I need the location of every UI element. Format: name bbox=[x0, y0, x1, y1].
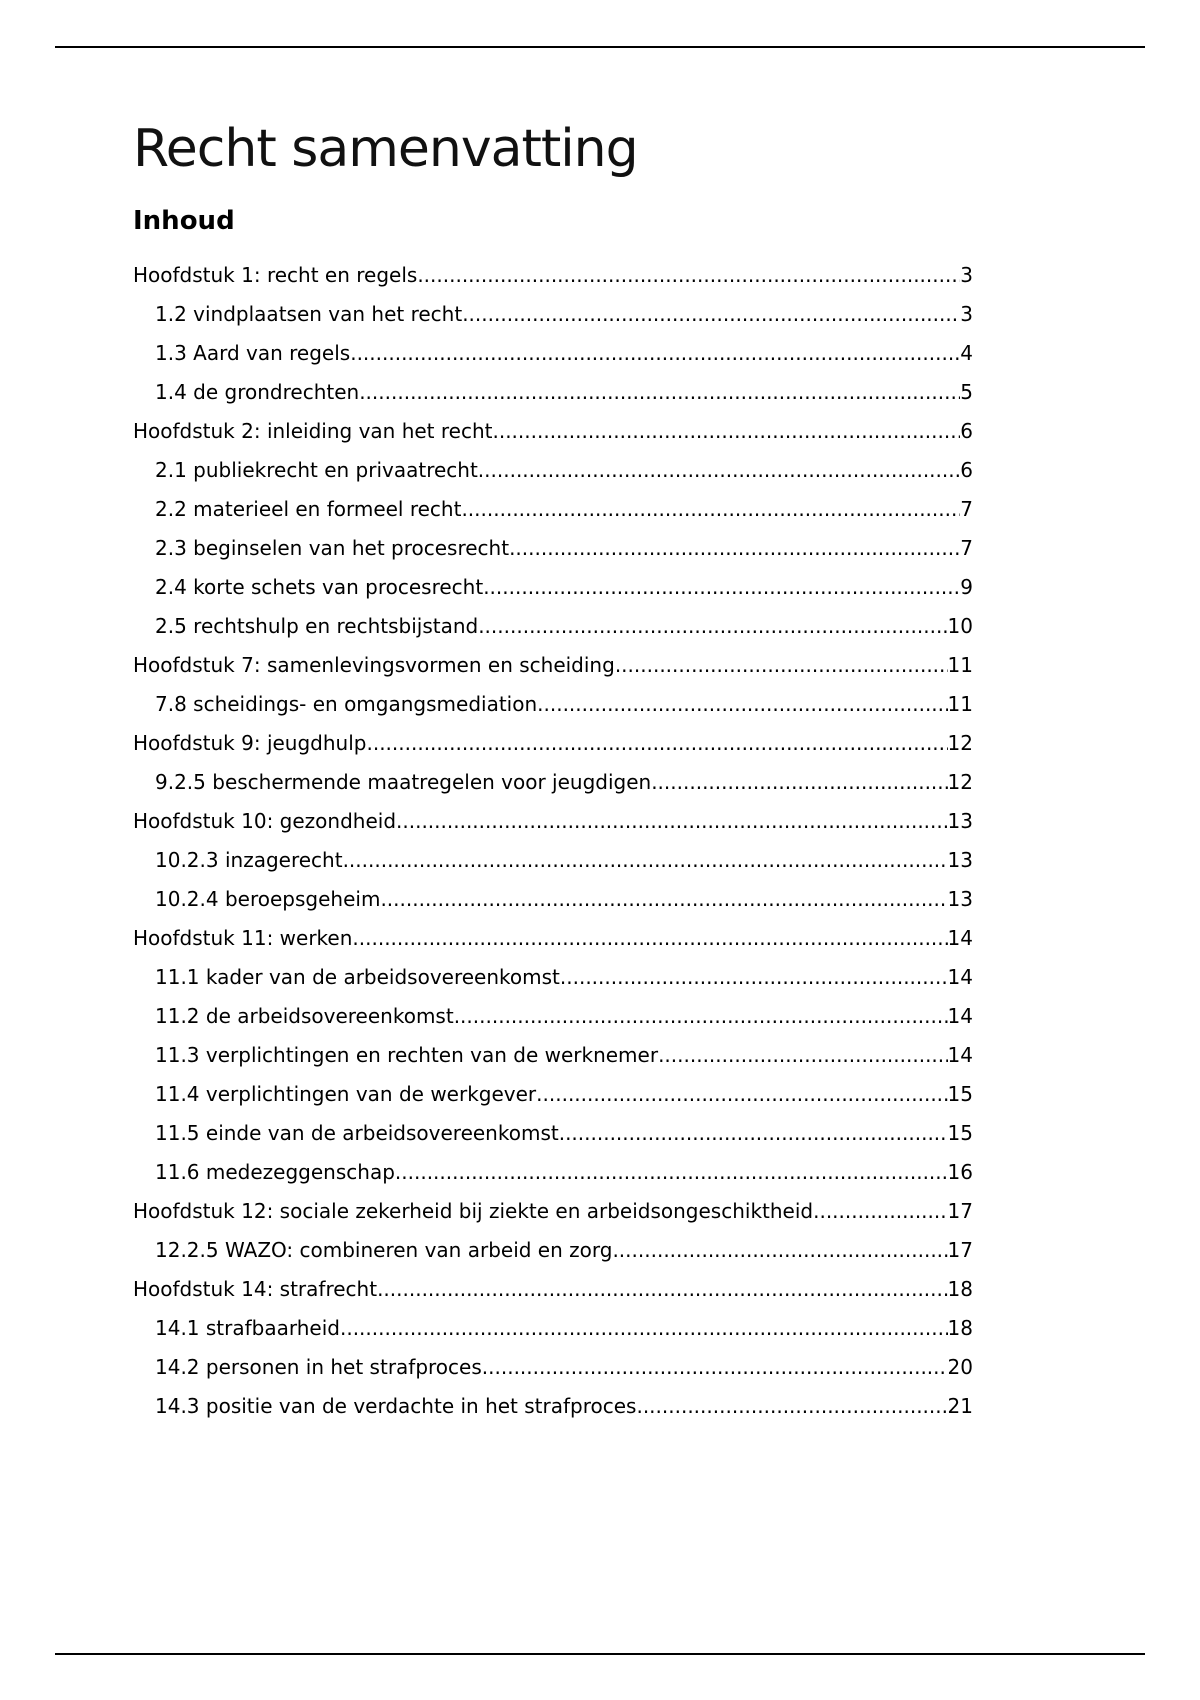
page-title: Recht samenvatting bbox=[133, 119, 638, 179]
toc-page-number: 15 bbox=[947, 1081, 973, 1106]
toc-entry-text: 14.1 strafbaarheid bbox=[155, 1315, 340, 1340]
toc-leader-dots bbox=[813, 1192, 947, 1231]
toc-page-number: 5 bbox=[960, 379, 973, 404]
toc-entry[interactable] bbox=[133, 373, 973, 412]
toc-entry[interactable] bbox=[133, 295, 973, 334]
toc-entry[interactable] bbox=[133, 685, 973, 724]
toc-entry[interactable] bbox=[133, 256, 973, 295]
toc-leader-dots bbox=[395, 1153, 948, 1192]
toc-entry[interactable] bbox=[133, 1153, 973, 1192]
toc-leader-dots bbox=[377, 1270, 947, 1309]
toc-entry-text: 9.2.5 beschermende maatregelen voor jeugdigen bbox=[155, 769, 652, 794]
toc-leader-dots bbox=[352, 919, 947, 958]
toc-entry-text: Hoofdstuk 11: werken bbox=[133, 925, 353, 950]
toc-page-number: 21 bbox=[947, 1393, 973, 1418]
toc-page-number: 14 bbox=[947, 925, 973, 950]
toc-entry-text: Hoofdstuk 10: gezondheid bbox=[133, 808, 397, 833]
toc-entry-text: 11.1 kader van de arbeidsovereenkomst bbox=[155, 964, 560, 989]
toc-leader-dots bbox=[380, 880, 947, 919]
table-of-contents bbox=[133, 256, 973, 1426]
toc-entry[interactable] bbox=[133, 724, 973, 763]
toc-entry[interactable] bbox=[133, 763, 973, 802]
toc-entry[interactable] bbox=[133, 490, 973, 529]
toc-leader-dots bbox=[396, 802, 948, 841]
toc-entry-text: Hoofdstuk 12: sociale zekerheid bij ziekte en arbeidsongeschiktheid bbox=[133, 1198, 814, 1223]
toc-entry[interactable] bbox=[133, 1309, 973, 1348]
toc-page-number: 11 bbox=[947, 652, 973, 677]
toc-page-number: 3 bbox=[960, 301, 973, 326]
toc-page-number: 13 bbox=[947, 886, 973, 911]
toc-page-number: 6 bbox=[960, 457, 973, 482]
toc-entry-text: 12.2.5 WAZO: combineren van arbeid en zorg bbox=[155, 1237, 613, 1262]
toc-entry-text: 2.5 rechtshulp en rechtsbijstand bbox=[155, 613, 479, 638]
toc-page-number: 17 bbox=[947, 1237, 973, 1262]
toc-entry-text: 1.3 Aard van regels bbox=[155, 340, 351, 365]
toc-entry[interactable] bbox=[133, 802, 973, 841]
toc-entry[interactable] bbox=[133, 646, 973, 685]
toc-entry-text: Hoofdstuk 9: jeugdhulp bbox=[133, 730, 367, 755]
toc-leader-dots bbox=[559, 1114, 948, 1153]
toc-entry[interactable] bbox=[133, 1036, 973, 1075]
toc-entry[interactable] bbox=[133, 334, 973, 373]
toc-leader-dots bbox=[560, 958, 948, 997]
toc-entry[interactable] bbox=[133, 880, 973, 919]
toc-leader-dots bbox=[462, 295, 960, 334]
toc-page-number: 6 bbox=[960, 418, 973, 443]
toc-leader-dots bbox=[651, 763, 947, 802]
toc-entry[interactable] bbox=[133, 451, 973, 490]
toc-page-number: 11 bbox=[947, 691, 973, 716]
toc-entry[interactable] bbox=[133, 607, 973, 646]
document-page bbox=[133, 120, 973, 1426]
toc-entry-text: 7.8 scheidings- en omgangsmediation bbox=[155, 691, 538, 716]
toc-entry-text: 11.4 verplichtingen van de werkgever bbox=[155, 1081, 537, 1106]
toc-entry-text: 2.3 beginselen van het procesrecht bbox=[155, 535, 510, 560]
toc-entry[interactable] bbox=[133, 1192, 973, 1231]
toc-entry-text: 1.2 vindplaatsen van het recht bbox=[155, 301, 463, 326]
toc-page-number: 20 bbox=[947, 1354, 973, 1379]
toc-entry-text: 14.2 personen in het strafproces bbox=[155, 1354, 482, 1379]
toc-leader-dots bbox=[636, 1387, 947, 1426]
toc-leader-dots bbox=[482, 1348, 948, 1387]
toc-entry-text: 11.2 de arbeidsovereenkomst bbox=[155, 1003, 454, 1028]
footer-rule bbox=[55, 1653, 1145, 1655]
toc-page-number: 18 bbox=[947, 1276, 973, 1301]
toc-leader-dots bbox=[615, 646, 948, 685]
toc-page-number: 14 bbox=[947, 1003, 973, 1028]
toc-leader-dots bbox=[492, 412, 960, 451]
toc-page-number: 14 bbox=[947, 1042, 973, 1067]
toc-leader-dots bbox=[359, 373, 960, 412]
toc-entry-text: Hoofdstuk 2: inleiding van het recht bbox=[133, 418, 493, 443]
toc-leader-dots bbox=[461, 490, 960, 529]
toc-entry-text: 2.1 publiekrecht en privaatrecht bbox=[155, 457, 478, 482]
toc-entry[interactable] bbox=[133, 958, 973, 997]
toc-leader-dots bbox=[483, 568, 960, 607]
toc-page-number: 12 bbox=[947, 769, 973, 794]
toc-page-number: 9 bbox=[960, 574, 973, 599]
toc-leader-dots bbox=[509, 529, 960, 568]
toc-entry-text: 14.3 positie van de verdachte in het strafproces bbox=[155, 1393, 637, 1418]
toc-leader-dots bbox=[340, 1309, 948, 1348]
toc-entry[interactable] bbox=[133, 412, 973, 451]
toc-entry[interactable] bbox=[133, 1387, 973, 1426]
toc-heading: Inhoud bbox=[133, 205, 235, 236]
toc-leader-dots bbox=[478, 607, 947, 646]
toc-entry[interactable] bbox=[133, 1075, 973, 1114]
toc-page-number: 17 bbox=[947, 1198, 973, 1223]
toc-leader-dots bbox=[454, 997, 948, 1036]
toc-entry-text: 1.4 de grondrechten bbox=[155, 379, 360, 404]
toc-entry-text: 11.6 medezeggenschap bbox=[155, 1159, 395, 1184]
toc-page-number: 14 bbox=[947, 964, 973, 989]
toc-page-number: 13 bbox=[947, 808, 973, 833]
toc-page-number: 18 bbox=[947, 1315, 973, 1340]
toc-page-number: 15 bbox=[947, 1120, 973, 1145]
toc-entry[interactable] bbox=[133, 1114, 973, 1153]
toc-entry[interactable] bbox=[133, 997, 973, 1036]
toc-leader-dots bbox=[478, 451, 960, 490]
toc-entry-text: 10.2.4 beroepsgeheim bbox=[155, 886, 381, 911]
toc-entry-text: Hoofdstuk 14: strafrecht bbox=[133, 1276, 378, 1301]
toc-page-number: 4 bbox=[960, 340, 973, 365]
toc-entry-text: 2.2 materieel en formeel recht bbox=[155, 496, 462, 521]
toc-page-number: 10 bbox=[947, 613, 973, 638]
toc-page-number: 13 bbox=[947, 847, 973, 872]
toc-entry[interactable] bbox=[133, 919, 973, 958]
toc-entry[interactable] bbox=[133, 529, 973, 568]
toc-entry[interactable] bbox=[133, 841, 973, 880]
toc-leader-dots bbox=[343, 841, 948, 880]
toc-entry-text: 11.3 verplichtingen en rechten van de werknemer bbox=[155, 1042, 659, 1067]
toc-entry-text: 11.5 einde van de arbeidsovereenkomst bbox=[155, 1120, 559, 1145]
toc-entry-text: Hoofdstuk 7: samenlevingsvormen en scheiding bbox=[133, 652, 615, 677]
toc-entry[interactable] bbox=[133, 1231, 973, 1270]
toc-entry-text: 10.2.3 inzagerecht bbox=[155, 847, 343, 872]
toc-leader-dots bbox=[612, 1231, 947, 1270]
toc-page-number: 3 bbox=[960, 262, 973, 287]
toc-leader-dots bbox=[537, 685, 947, 724]
toc-page-number: 12 bbox=[947, 730, 973, 755]
toc-leader-dots bbox=[536, 1075, 947, 1114]
toc-entry[interactable] bbox=[133, 568, 973, 607]
toc-entry-text: Hoofdstuk 1: recht en regels bbox=[133, 262, 418, 287]
toc-page-number: 16 bbox=[947, 1159, 973, 1184]
toc-entry[interactable] bbox=[133, 1348, 973, 1387]
toc-leader-dots bbox=[658, 1036, 947, 1075]
header-rule bbox=[55, 46, 1145, 48]
toc-page-number: 7 bbox=[960, 535, 973, 560]
toc-leader-dots bbox=[350, 334, 960, 373]
toc-leader-dots bbox=[366, 724, 947, 763]
toc-page-number: 7 bbox=[960, 496, 973, 521]
toc-entry[interactable] bbox=[133, 1270, 973, 1309]
toc-entry-text: 2.4 korte schets van procesrecht bbox=[155, 574, 484, 599]
toc-leader-dots bbox=[417, 256, 960, 295]
